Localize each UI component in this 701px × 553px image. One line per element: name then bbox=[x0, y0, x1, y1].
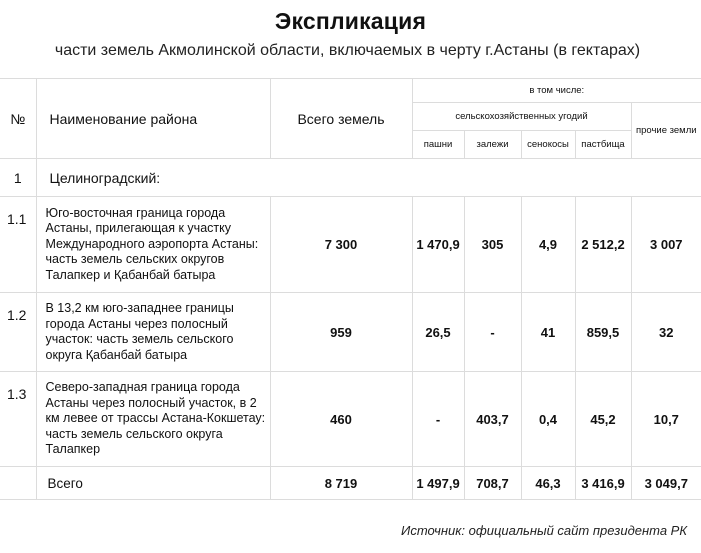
row-hayfields: 4,9 bbox=[521, 197, 575, 293]
row-total: 959 bbox=[270, 293, 412, 372]
row-other: 10,7 bbox=[631, 372, 701, 467]
total-arable: 1 497,9 bbox=[412, 467, 464, 500]
header-district-name: Наименование района bbox=[36, 79, 270, 159]
total-fallow: 708,7 bbox=[464, 467, 521, 500]
table-row bbox=[0, 293, 701, 372]
row-hayfields: 0,4 bbox=[521, 372, 575, 467]
header-number: № bbox=[0, 79, 36, 159]
header-row-1 bbox=[0, 79, 701, 103]
header-pastures: пастбища bbox=[575, 131, 631, 159]
row-arable: - bbox=[412, 372, 464, 467]
row-number: 1.1 bbox=[0, 197, 36, 293]
header-including: в том числе: bbox=[412, 79, 701, 103]
row-other: 3 007 bbox=[631, 197, 701, 293]
total-row bbox=[0, 467, 701, 500]
row-total: 460 bbox=[270, 372, 412, 467]
region-row bbox=[0, 159, 701, 197]
row-fallow: - bbox=[464, 293, 521, 372]
row-number: 1.2 bbox=[0, 293, 36, 372]
region-name: Целиноградский: bbox=[36, 159, 701, 197]
total-total: 8 719 bbox=[270, 467, 412, 500]
row-other: 32 bbox=[631, 293, 701, 372]
row-name: Юго-восточная граница города Астаны, прилегающая к участку Международного аэропорта Астаны: часть земель сельских округов Талапкер и Қабанбай батыра bbox=[36, 197, 270, 293]
header-arable: пашни bbox=[412, 131, 464, 159]
row-name: В 13,2 км юго-западнее границы города Астаны через полосный участок: часть земель сельского округа Қабанбай батыра bbox=[36, 293, 270, 372]
row-arable: 26,5 bbox=[412, 293, 464, 372]
table-row bbox=[0, 197, 701, 293]
page-subtitle: части земель Акмолинской области, включаемых в черту г.Астаны (в гектарах) bbox=[54, 42, 641, 59]
table-row bbox=[0, 372, 701, 467]
row-name: Северо-западная граница города Астаны через полосный участок, в 2 км левее от трассы Астана-Кокшетау: часть земель сельского округа Талапкер bbox=[36, 372, 270, 467]
header-agricultural: сельскохозяйственных угодий bbox=[412, 103, 631, 131]
row-hayfields: 41 bbox=[521, 293, 575, 372]
header-hayfields: сенокосы bbox=[521, 131, 575, 159]
total-hayfields: 46,3 bbox=[521, 467, 575, 500]
row-arable: 1 470,9 bbox=[412, 197, 464, 293]
total-label: Всего bbox=[36, 467, 270, 500]
header-total-land: Всего земель bbox=[270, 79, 412, 159]
header-other: прочие земли bbox=[631, 103, 701, 159]
region-number: 1 bbox=[0, 159, 36, 197]
row-fallow: 305 bbox=[464, 197, 521, 293]
row-pastures: 2 512,2 bbox=[575, 197, 631, 293]
source-note: Источник: официальный сайт президента РК bbox=[401, 523, 687, 538]
row-number: 1.3 bbox=[0, 372, 36, 467]
total-number-empty bbox=[0, 467, 36, 500]
explication-table bbox=[0, 78, 701, 500]
row-pastures: 859,5 bbox=[575, 293, 631, 372]
page-title: Экспликация bbox=[274, 8, 427, 34]
row-pastures: 45,2 bbox=[575, 372, 631, 467]
row-total: 7 300 bbox=[270, 197, 412, 293]
total-pastures: 3 416,9 bbox=[575, 467, 631, 500]
total-other: 3 049,7 bbox=[631, 467, 701, 500]
header-fallow: залежи bbox=[464, 131, 521, 159]
row-fallow: 403,7 bbox=[464, 372, 521, 467]
